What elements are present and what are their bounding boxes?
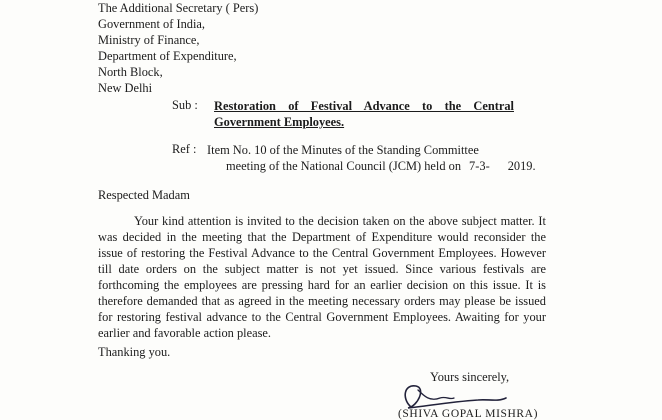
subject-text: Restoration of Festival Advance to the Central Government Employees. (214, 99, 514, 129)
signatory-name: (SHIVA GOPAL MISHRA) (398, 408, 539, 420)
subject-label: Sub : (172, 98, 198, 112)
thanks-line: Thanking you. (98, 345, 171, 359)
reference-line-1: Item No. 10 of the Minutes of the Standing Committee (207, 143, 479, 157)
addressee-line: Government of India, (98, 17, 206, 31)
addressee-line: New Delhi (98, 81, 153, 95)
reference-year: 2019. (507, 159, 536, 173)
reference-line-2 (207, 158, 536, 174)
reference-text (207, 142, 536, 174)
reference-date: 7-3- (469, 159, 490, 173)
closing-line: Yours sincerely, (430, 370, 510, 384)
reference-meeting-text: meeting of the National Council (JCM) held on (226, 159, 462, 173)
addressee-line: The Additional Secretary ( Pers) (98, 1, 259, 15)
salutation: Respected Madam (98, 188, 190, 202)
body-paragraph: Your kind attention is invited to the decision taken on the above subject matter. It was decided in the meeting that the Department of Expenditure would reconsider the issue of restoring the Festival Advance to the Central Government Employees. However till date orders on the subject matter is not yet issued. Since various festivals are forthcoming the employees are pressing hard for an earlier decision on this issue. It is therefore demanded that as agreed in the meeting necessary orders may please be issued for restoring festival advance to the Central Government Employees. Awaiting for your earlier and favorable action please. (98, 214, 546, 340)
addressee-line: North Block, (98, 65, 163, 79)
addressee-line: Department of Expenditure, (98, 49, 237, 63)
addressee-line: Ministry of Finance, (98, 33, 200, 47)
addressee-block (98, 0, 258, 96)
reference-label: Ref : (172, 142, 197, 156)
